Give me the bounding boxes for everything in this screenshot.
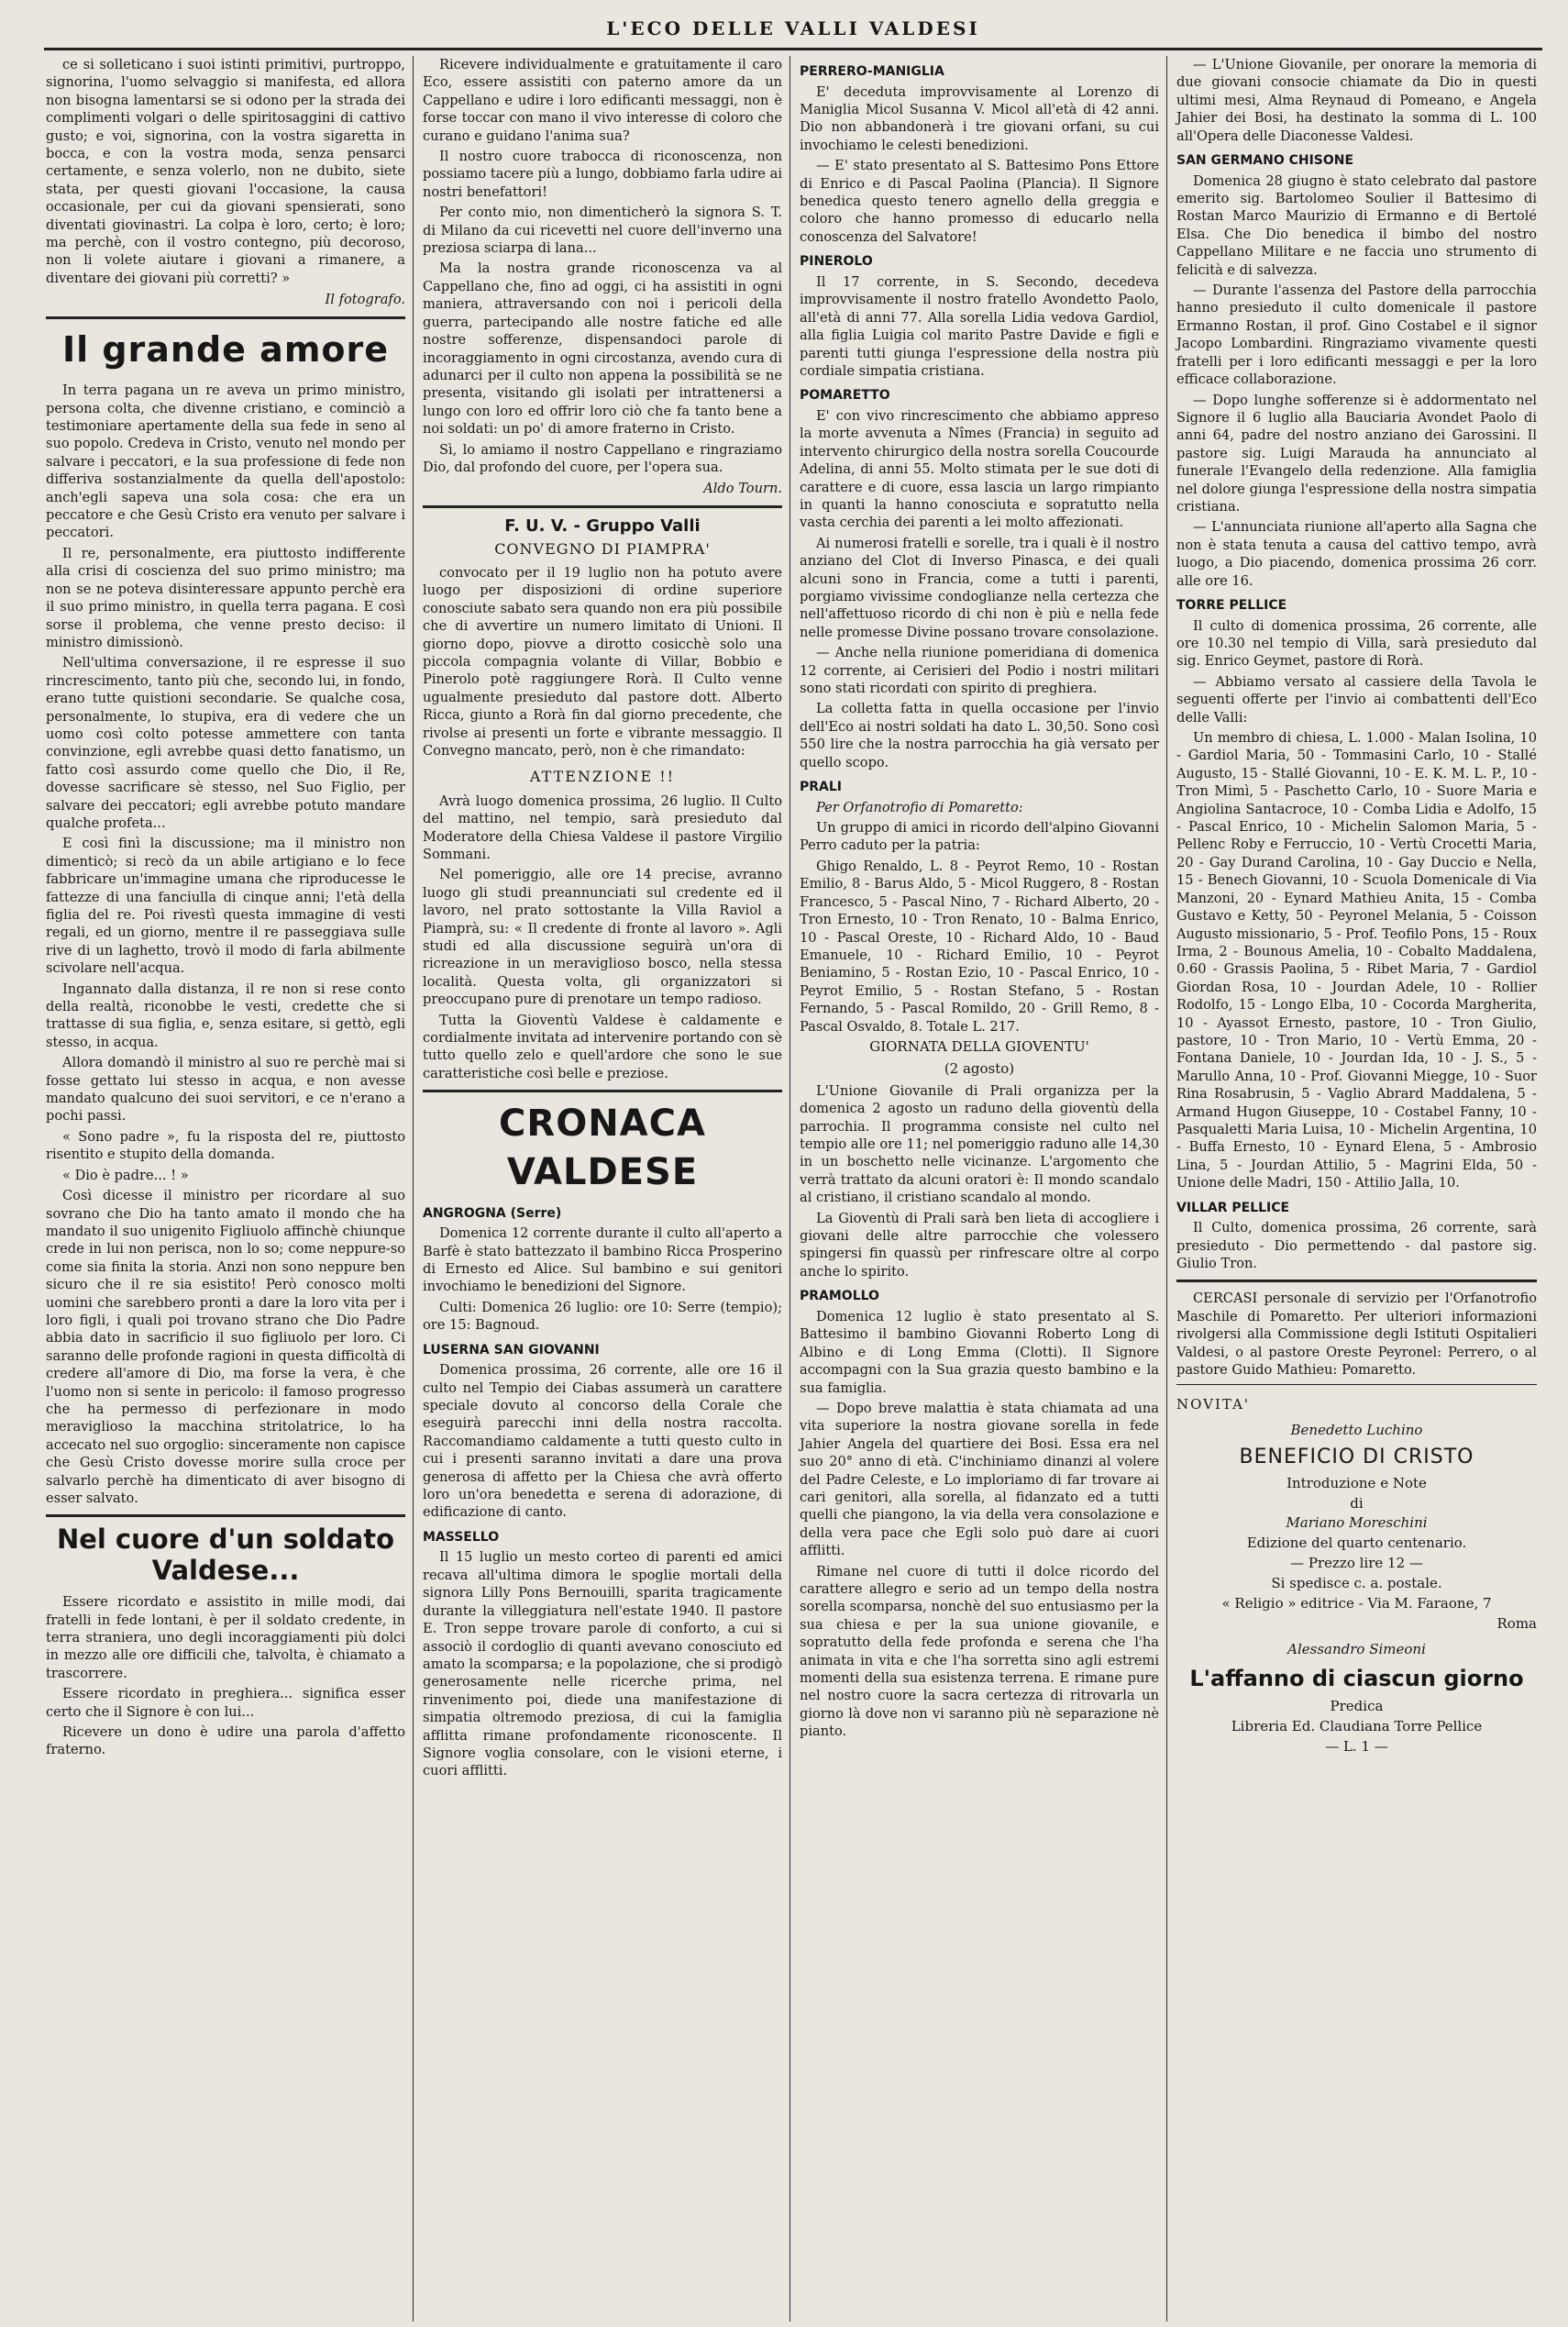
paragraph: — Abbiamo versato al cassiere della Tavola le seguenti offerte per l'invio ai combattenti dell'Eco delle Valli: <box>1176 673 1537 726</box>
divider <box>423 505 782 508</box>
divider <box>1176 1280 1537 1282</box>
paragraph: Il Culto, domenica prossima, 26 corrente, sarà presieduto - Dio permettendo - dal pastore sig. Giulio Tron. <box>1176 1220 1537 1272</box>
article-title-soldato: Nel cuore d'un soldato Valdese... <box>56 1524 395 1586</box>
place-heading: MASSELLO <box>423 1529 500 1545</box>
paragraph: Così dicesse il ministro per ricordare al suo sovrano che Dio ha tanto amato il mondo che ha mandato il suo unigenito Figliuolo affinchè chiunque crede in lui non perisca, non lo so; come neppure-so come sia finita la storia. Anzi non sono neppure ben sicuro che il re sia esistito! Però conosco molti uomini che sarebbero pronti a dare la loro vita per i loro figli, i quali poi trovano strano che Dio Padre abbia dato in sacrificio il suo figliuolo per loro. Ci saranno delle profonde ragioni in questa difficoltà di credere all'amore di Dio, ma forse la vera, è che l'uomo non si sente in pericolo: il famoso progresso che ha permesso di perfezionare in modo meraviglioso la macchina stritolatrice, lo ha accecato nel suo orgoglio: sinceramente non capisce che Gesù Cristo dovesse morire sulla croce per salvarlo perchè ha dimenticato di aver bisogno di esser salvato. <box>46 1188 405 1506</box>
paragraph: La Gioventù di Prali sarà ben lieta di accogliere i giovani delle altre parrocchie che volessero spingersi fin quassù per rinfrescare oltre al corpo anche lo spirito. <box>800 1210 1159 1280</box>
book-line: Introduzione e Note <box>1286 1474 1427 1491</box>
paragraph: Per conto mio, non dimenticherò la signora S. T. di Milano da cui ricevetti nel cuore dell'inverno una preziosa sciarpa di lana... <box>423 205 782 257</box>
section-title-cronaca: CRONACA VALDESE <box>499 1103 706 1194</box>
book-line: di <box>1350 1494 1364 1512</box>
paragraph: Per Orfanotrofio di Pomaretto: <box>816 799 1023 815</box>
paragraph: Domenica prossima, 26 corrente, alle ore 16 il culto nel Tempio dei Ciabas assumerà un carattere speciale dovuto al concorso della Corale che eseguirà parecchi inni della nostra raccolta. Raccomandiamo caldamente a tutti questo culto in cui i presenti saranno invitati a dare una prova generosa di affetto per la Chiesa che avrà offerto loro un'ora benedetta e serena di adorazione, di edificazione di canto. <box>423 1362 782 1521</box>
divider <box>46 1514 405 1517</box>
paragraph: Un membro di chiesa, L. 1.000 - Malan Isolina, 10 - Gardiol Maria, 50 - Tommasini Carlo, 10 - Stallé Augusto, 15 - Stallé Giovanni, 10 - E. K. M. L. P., 10 - Tron Mimì, 5 - Paschetto Carlo, 10 - Suore Maria e Angiolina Santacroce, 10 - Comba Lidia e Adolfo, 15 - Pascal Enrico, 10 - Michelin Salomon Maria, 5 - Pellenc Roby e Ferruccio, 10 - Vertù Crocetti Maria, 20 - Gay Durand Carolina, 10 - Gay Duccio e Nella, 15 - Benech Giovanni, 10 - Scuola Domenicale di Via Manzoni, 20 - Eynard Mathieu Anita, 15 - Comba Gustavo e Ketty, 50 - Peyronel Melania, 5 - Coisson Augusto missionario, 5 - Prof. Teofilo Pons, 15 - Roux Irma, 2 - Bounous Amelia, 10 - Cobalto Maddalena, 0.60 - Grassis Paolina, 5 - Ribet Maria, 7 - Gardiol Giordan Rosa, 10 - Jourdan Adele, 10 - Rollier Rodolfo, 15 - Longo Elba, 10 - Cocorda Margherita, 10 - Ayassot Ernesto, pastore, 10 - Tron Giulio, pastore, 10 - Tron Mario, 10 - Vertù Emma, 20 - Fontana Daniele, 10 - Jourdan Ida, 10 - J. S., 5 - Marullo Anna, 10 - Prof. Giovanni Miegge, 10 - Suor Rina Rosabrusin, 5 - Vaglio Abrard Maddalena, 5 - Armand Hugon Giuseppe, 10 - Costabel Fanny, 10 - Pasqualetti Maria Luisa, 10 - Michelin Argentina, 10 - Buffa Ernesto, 10 - Eynard Elena, 5 - Ambrosio Lina, 5 - Jourdan Attilio, 5 - Magrini Elda, 50 - Unione delle Madri, 150 - Attilio Jalla, 10. <box>1176 730 1537 1191</box>
paragraph: Nel pomeriggio, alle ore 14 precise, avranno luogo gli studi preannunciati sul credente ed il lavoro, nel prato sottostante la Villa Raviol a Piamprà, su: « Il credente di fronte al lavoro ». Agli studi ed alla discussione seguirà un'ora di ricreazione in un meraviglioso bosco, nella stessa località. Questa volta, gli organizzatori si preoccupano pure di prenotare un tempo radioso. <box>423 867 782 1008</box>
paragraph: Ingannato dalla distanza, il re non si rese conto della realtà, riconobbe le vesti, credette che si trattasse di sua figlia, e, senza esitare, si gettò, egli stesso, in acqua. <box>46 981 405 1050</box>
paragraph: — Dopo breve malattia è stata chiamata ad una vita superiore la nostra giovane sorella in fede Jahier Angela del quartiere dei Bosi. Essa era nel suo 20° anno di età. C'inchiniamo dinanzi al volere del Padre Celeste, e Lo imploriamo di far trovare ai cari genitori, alla sorella, al fidanzato ed a tutti quelli che piangono, la via della vera consolazione e della vera pace che Egli solo può dare ai cuori afflitti. <box>800 1400 1159 1559</box>
paragraph: E' con vivo rincrescimento che abbiamo appreso la morte avvenuta a Nîmes (Francia) in seguito ad intervento chirurgico della nostra sorella Coucourde Adelina, di anni 55. Molto stimata per le sue doti di carattere e di cuore, essa lascia un largo rimpianto in quanti la hanno conosciuta e sopratutto nella vasta cerchia dei parenti a lei molto affezionati. <box>800 407 1159 531</box>
book-author: Alessandro Simeoni <box>1287 1641 1426 1658</box>
place-heading: ANGROGNA (Serre) <box>423 1205 562 1221</box>
paragraph: Un gruppo di amici in ricordo dell'alpino Giovanni Perro caduto per la patria: <box>800 820 1159 854</box>
divider <box>46 316 405 319</box>
paragraph: Essere ricordato e assistito in mille modi, dai fratelli in fede lontani, è per il soldato credente, in terra straniera, uno degli incoraggiamenti più dolci in mezzo alle ore difficili che, talvolta, è chiamato a trascorrere. <box>46 1594 405 1681</box>
page-header: L'ECO DELLE VALLI VALDESI <box>44 9 1542 50</box>
paragraph: — Dopo lunghe sofferenze si è addormentato nel Signore il 6 luglio alla Bauciaria Avondet Paolo di anni 64, padre del nostro anziano dei Garossini. Il pastore sig. Luigi Marauda ha annunciato al funerale l'Evangelo della redenzione. Alla famiglia nel dolore giunga l'espressione della nostra simpatia cristiana. <box>1176 392 1537 515</box>
column-3 <box>798 56 1167 2321</box>
paragraph: Rimane nel cuore di tutti il dolce ricordo del carattere allegro e serio ad un tempo della nostra sorella scomparsa, nonchè del suo entusiasmo per la sua chiesa e per la sua unione giovanile, e sopratutto della fede profonda e serena che l'ha animata in vita e che l'ha sorretta sino agli estremi momenti della sua esistenza terrena. E rimane pure nel nostro cuore la sacra certezza di ritrovarla un giorno là dove non vi saranno più nè separazione nè pianto. <box>800 1563 1159 1740</box>
paragraph: Ricevere un dono è udire una parola d'affetto fraterno. <box>46 1723 405 1758</box>
book-line: Si spedisce c. a. postale. <box>1271 1575 1442 1592</box>
paragraph: — L'annunciata riunione all'aperto alla Sagna che non è stata tenuta a causa del cattivo tempo, avrà luogo, a Dio piacendo, domenica prossima 26 corr. alle ore 16. <box>1176 519 1537 589</box>
paragraph: Sì, lo amiamo il nostro Cappellano e ringraziamo Dio, dal profondo del cuore, per l'opera sua. <box>423 441 782 475</box>
place-heading: SAN GERMANO CHISONE <box>1176 153 1354 169</box>
paragraph: La colletta fatta in quella occasione per l'invio dell'Eco ai nostri soldati ha dato L. 30,50. Sono così 550 lire che la nostra parrocchia ha già versato per quello scopo. <box>800 701 1159 770</box>
subheading: GIORNATA DELLA GIOVENTU' <box>869 1037 1089 1055</box>
paragraph: Il 17 corrente, in S. Secondo, decedeva improvvisamente il nostro fratello Avondetto Paolo, all'età di anni 77. Alla sorella Lidia vedova Gardiol, alla figlia Luigia col marito Pastre Davide e figli e parenti tutti giunga l'espressione della nostra più cordiale simpatia cristiana. <box>800 273 1159 379</box>
paragraph: Avrà luogo domenica prossima, 26 luglio. Il Culto del mattino, nel tempio, sarà presieduto dal Moderatore della Chiesa Valdese il pastore Virgilio Sommani. <box>423 792 782 862</box>
paragraph: Ricevere individualmente e gratuitamente il caro Eco, essere assistiti con paterno amore da un Cappellano e udire i loro edificanti messaggi, non è forse toccar con mano il vivo interesse di coloro che curano e guidano l'anima sua? <box>423 57 782 144</box>
article-grande-amore <box>46 382 405 1507</box>
paragraph: E così finì la discussione; ma il ministro non dimenticò; si recò da un abile artigiano e lo fece fabbricare un'immagine umana che riproducesse le fattezze di una fanciulla di cinque anni; l'età della figlia del re. Poi rivestì questa immagine di vesti regali, ed un giorno, mentre il re passeggiava sulle rive di un laghetto, trovò il modo di farla abilmente scivolare nell'acqua. <box>46 836 405 977</box>
novita-label: NOVITA' <box>1176 1396 1251 1413</box>
column-1 <box>44 56 414 2321</box>
book-author: Benedetto Luchino <box>1290 1422 1423 1439</box>
paragraph: Ma la nostra grande riconoscenza va al Cappellano che, fino ad oggi, ci ha assistiti in ogni maniera, attraversando con noi i pericoli della guerra, partecipando alle nostre fatiche ed alle nostre sofferenze, dispensandoci parole di incoraggiamento in ogni circostanza, avendo cura di adunarci per il culto non appena la possibilità se ne presenta, visitando gli isolati per intrattenersi a lungo con loro ed offrir loro ciò che fa tanto bene a noi soldati: un po' di amore fraterno in Cristo. <box>423 260 782 438</box>
paragraph: Ai numerosi fratelli e sorelle, tra i quali è il nostro anziano del Clot di Inverso Pinasca, e dei quali alcuni sono in Francia, come a tutti i parenti, porgiamo vivissime condoglianze nella certezza che nell'affettuoso ricordo di chi non è più e nella fede nelle promesse Divine possano trovare consolazione. <box>800 535 1159 640</box>
book-line: Edizione del quarto centenario. <box>1246 1535 1467 1552</box>
paragraph: Domenica 12 corrente durante il culto all'aperto a Barfè è stato battezzato il bambino Ricca Prosperino di Ernesto ed Alice. Sul bambino e sui genitori invochiamo le benedizioni del Signore. <box>423 1225 782 1295</box>
paragraph: Allora domandò il ministro al suo re perchè mai si fosse gettato lui stesso in acqua, e non avesse mandato qualcuno dei suoi servitori, e ce n'erano a pochi passi. <box>46 1055 405 1125</box>
paragraph: Domenica 12 luglio è stato presentato al S. Battesimo il bambino Giovanni Roberto Long di Albino e di Long Emma (Clotti). Il Signore accompagni con la Sua grazia questo bambino e la sua famiglia. <box>800 1308 1159 1396</box>
paragraph: Tutta la Gioventù Valdese è caldamente e cordialmente invitata ad intervenire portando con sè tutto quello zelo e quell'ardore che sono le sue caratteristiche così belle e preziose. <box>423 1012 782 1081</box>
place-heading: PRALI <box>800 780 843 795</box>
fuv-subtitle: CONVEGNO DI PIAMPRA' <box>494 539 711 558</box>
divider <box>423 1090 782 1092</box>
paragraph: Domenica 28 giugno è stato celebrato dal pastore emerito sig. Bartolomeo Soulier il Battesimo di Rostan Marco Maurizio di Ermanno e di Bertolé Elsa. Che Dio benedica il bimbo del nostro Cappellano Militare e ne faccia uno strumento di felicità e di salvezza. <box>1176 172 1537 278</box>
place-heading: TORRE PELLICE <box>1176 597 1287 613</box>
paragraph: Il culto di domenica prossima, 26 corrente, alle ore 10.30 nel tempio di Villa, sarà presieduto dal sig. Enrico Geymet, pastore di Rorà. <box>1176 617 1537 670</box>
column-2 <box>421 56 790 2321</box>
paragraph: Il re, personalmente, era piuttosto indifferente alla crisi di coscienza del suo primo ministro; ma non se ne poteva disinteressare appunto perchè era il suo primo ministro, in quella terra pagana. E così sorse il problema, che venne presto deciso: il ministro dimissionò. <box>46 545 405 650</box>
paragraph: convocato per il 19 luglio non ha potuto avere luogo per disposizioni di ordine superiore conosciute sabato sera quando non era più possibile che di avvertire un numero limitato di Unioni. Il giorno dopo, piovve a dirotto cosicchè solo una piccola compagnia volante di Villar, Bobbio e Pinerolo potè raggiungere Rorà. Il Culto venne ugualmente presieduto dal pastore dott. Alberto Ricca, giunto a Rorà fin dal giorno precedente, che rivolse ai presenti un forte e vibrante messaggio. Il Convegno mancato, però, non è che rimandato: <box>423 564 782 759</box>
fuv-title: F. U. V. - Gruppo Valli <box>504 515 701 536</box>
place-heading: VILLAR PELLICE <box>1176 1200 1290 1215</box>
book-line: — L. 1 — <box>1325 1737 1388 1755</box>
paragraph: — E' stato presentato al S. Battesimo Pons Ettore di Enrico e di Pascal Paolina (Plancia). Il Signore benedica questo tenero agnello della greggia e coloro che hanno promesso di educarlo nella conoscenza del Salvatore! <box>800 158 1159 245</box>
paragraph: Il nostro cuore trabocca di riconoscenza, non possiamo tacere più a lungo, dobbiamo farla udire ai nostri benefattori! <box>423 149 782 200</box>
book-line: « Religio » editrice - Via M. Faraone, 7 <box>1221 1595 1492 1612</box>
place-heading: LUSERNA SAN GIOVANNI <box>423 1342 600 1357</box>
attention-title: ATTENZIONE !! <box>529 768 676 786</box>
book-title: BENEFICIO DI CRISTO <box>1239 1446 1474 1469</box>
paragraph: — Durante l'assenza del Pastore della parrocchia hanno presieduto il culto domenicale il pastore Ermanno Rostan, il prof. Gino Costabel e il signor Jacopo Lombardini. Ringraziamo vivamente questi fratelli per i loro edificanti messaggi e per la loro efficace collaborazione. <box>1176 283 1537 388</box>
place-heading: PINEROLO <box>800 254 873 270</box>
book-title: L'affanno di ciascun giorno <box>1189 1666 1524 1692</box>
paragraph: In terra pagana un re aveva un primo ministro, persona colta, che divenne cristiano, e cominciò a testimoniare apertamente della sua fede in seno al suo popolo. Credeva in Cristo, venuto nel mondo per salvare i peccatori, e la sua professione di fede non differiva sostanzialmente da quella dell'apostolo: anch'egli sapeva una sola cosa: che era un peccatore e che Gesù Cristo era venuto per salvare i peccatori. <box>46 382 405 541</box>
paragraph: « Sono padre », fu la risposta del re, piuttosto risentito e stupito della domanda. <box>46 1128 405 1163</box>
book-line: Predica <box>1330 1697 1384 1714</box>
paragraph: Culti: Domenica 26 luglio: ore 10: Serre (tempio); ore 15: Bagnoud. <box>423 1299 782 1334</box>
book-line: — Prezzo lire 12 — <box>1290 1555 1423 1572</box>
paragraph: Ghigo Renaldo, L. 8 - Peyrot Remo, 10 - Rostan Emilio, 8 - Barus Aldo, 5 - Micol Ruggero, 8 - Rostan Francesco, 5 - Pascal Nino, 7 - Richard Alberto, 20 - Tron Ernesto, 10 - Tron Renato, 10 - Balma Enrico, 10 - Pascal Oreste, 10 - Richard Aldo, 10 - Baud Emanuele, 10 - Richard Emilio, 10 - Peyrot Beniamino, 5 - Rostan Ezio, 10 - Pascal Enrico, 10 - Peyrot Emilio, 5 - Rostan Stefano, 5 - Rostan Fernando, 5 - Pascal Romildo, 20 - Grill Remo, 8 - Pascal Osvaldo, 8. Totale L. 217. <box>800 858 1159 1035</box>
divider <box>1176 1384 1537 1385</box>
paragraph: « Dio è padre... ! » <box>62 1167 189 1183</box>
paragraph: Il 15 luglio un mesto corteo di parenti ed amici recava all'ultima dimora le spoglie mortali della signora Lilly Pons Bernouilli, sparita tragicamente durante la villeggiatura nell'estate 1940. Il pastore E. Tron seppe trovare parole di conforto, a cui si associò il cordoglio di quanti avevano conosciuto ed amato la scomparsa; e la popolazione, che si prodigò generosamente nelle ricerche prima, nel rinvenimento poi, diede una manifestazione di simpatia oltremodo preziosa, di cui la famiglia afflitta rimane profondamente riconoscente. Il Signore voglia consolare, con le visioni eterne, i cuori afflitti. <box>423 1549 782 1779</box>
paragraph: L'Unione Giovanile di Prali organizza per la domenica 2 agosto un raduno della gioventù della parrochia. Il programma consiste nel culto nel tempio alle ore 11; nel pomeriggio raduno alle 14,30 in un boschetto nelle vicinanze. L'argomento che verrà trattato da alcuni oratori è: Il mondo scandalo al cristiano, il cristiano scandalo al mondo. <box>800 1082 1159 1206</box>
place-heading: POMARETTO <box>800 388 890 404</box>
subheading-date: (2 agosto) <box>944 1059 1015 1077</box>
place-heading: PRAMOLLO <box>800 1289 879 1304</box>
classified-ad: CERCASI personale di servizio per l'Orfanotrofio Maschile di Pomaretto. Per ulteriori informazioni rivolgersi alla Commissione degli Istituti Ospitalieri Valdesi, o al pastore Oreste Peyronel: Perrero, o al pastore Guido Mathieu: Pomaretto. <box>1176 1291 1537 1379</box>
photographer-letter-end <box>46 56 405 309</box>
column-4 <box>1175 56 1544 2321</box>
paragraph: Nell'ultima conversazione, il re espresse il suo rincrescimento, tanto più che, secondo lui, in fondo, erano tutte quistioni secondarie. Se qualche cosa, personalmente, lo stupiva, era di vedere che un uomo così colto potesse ammettere con tanta convinzione, egli avrebbe quasi detto fanatismo, un fatto così assurdo come quello che Dio, il Re, dovesse sacrificare sè stesso, nel Suo Figlio, per salvare dei peccatori; egli avrebbe potuto mandare qualche profeta... <box>46 655 405 831</box>
paragraph: ce si solleticano i suoi istinti primitivi, purtroppo, signorina, l'uomo selvaggio si manifesta, ed allora non bisogna lamentarsi se si odono per la strada dei complimenti volgari o delle spiritosaggini di cattivo gusto; e voi, signorina, con la vostra sigaretta in bocca, e con la vostra moda, senza pensarci certamente, e senza volerlo, non ne dubito, siete stata, per questi giovani l'occasione, la causa occasionale, per cui da giovani spensierati, sono diventati giovinastri. La colpa è loro, certo; è loro; ma perchè, con il vostro contegno, più decoroso, non li volete aiutare i giovani a rimanere, a diventare dei giovani più corretti? » <box>46 57 405 286</box>
paragraph: — L'Unione Giovanile, per onorare la memoria di due giovani consocie chiamate da Dio in questi ultimi mesi, Alma Reynaud di Pomeano, e Angela Jahier dei Bosi, ha destinato la somma di L. 100 all'Opera delle Diaconesse Valdesi. <box>1176 57 1537 144</box>
signature: Aldo Tourn. <box>703 481 782 497</box>
paragraph: Essere ricordato in preghiera... significa esser certo che il Signore è con lui... <box>46 1686 405 1720</box>
place-heading: PERRERO-MANIGLIA <box>800 64 944 79</box>
article-soldato <box>46 1593 405 1759</box>
paragraph: — Anche nella riunione pomeridiana di domenica 12 corrente, ai Cerisieri del Podio i nostri militari sono stati ricordati con spirito di preghiera. <box>800 645 1159 697</box>
paragraph: E' deceduta improvvisamente al Lorenzo di Maniglia Micol Susanna V. Micol all'età di 42 anni. Dio non abbandonerà i tre giovani orfani, su cui invochiamo le celesti benedizioni. <box>800 83 1159 153</box>
book-line: Libreria Ed. Claudiana Torre Pellice <box>1231 1717 1483 1734</box>
columns <box>44 56 1542 2321</box>
book-line: Mariano Moreschini <box>1286 1514 1428 1532</box>
book-line: Roma <box>1496 1615 1537 1633</box>
signature: Il fotografo. <box>325 292 405 308</box>
article-soldato-continued <box>423 56 782 498</box>
article-title-grande-amore: Il grande amore <box>61 328 390 370</box>
